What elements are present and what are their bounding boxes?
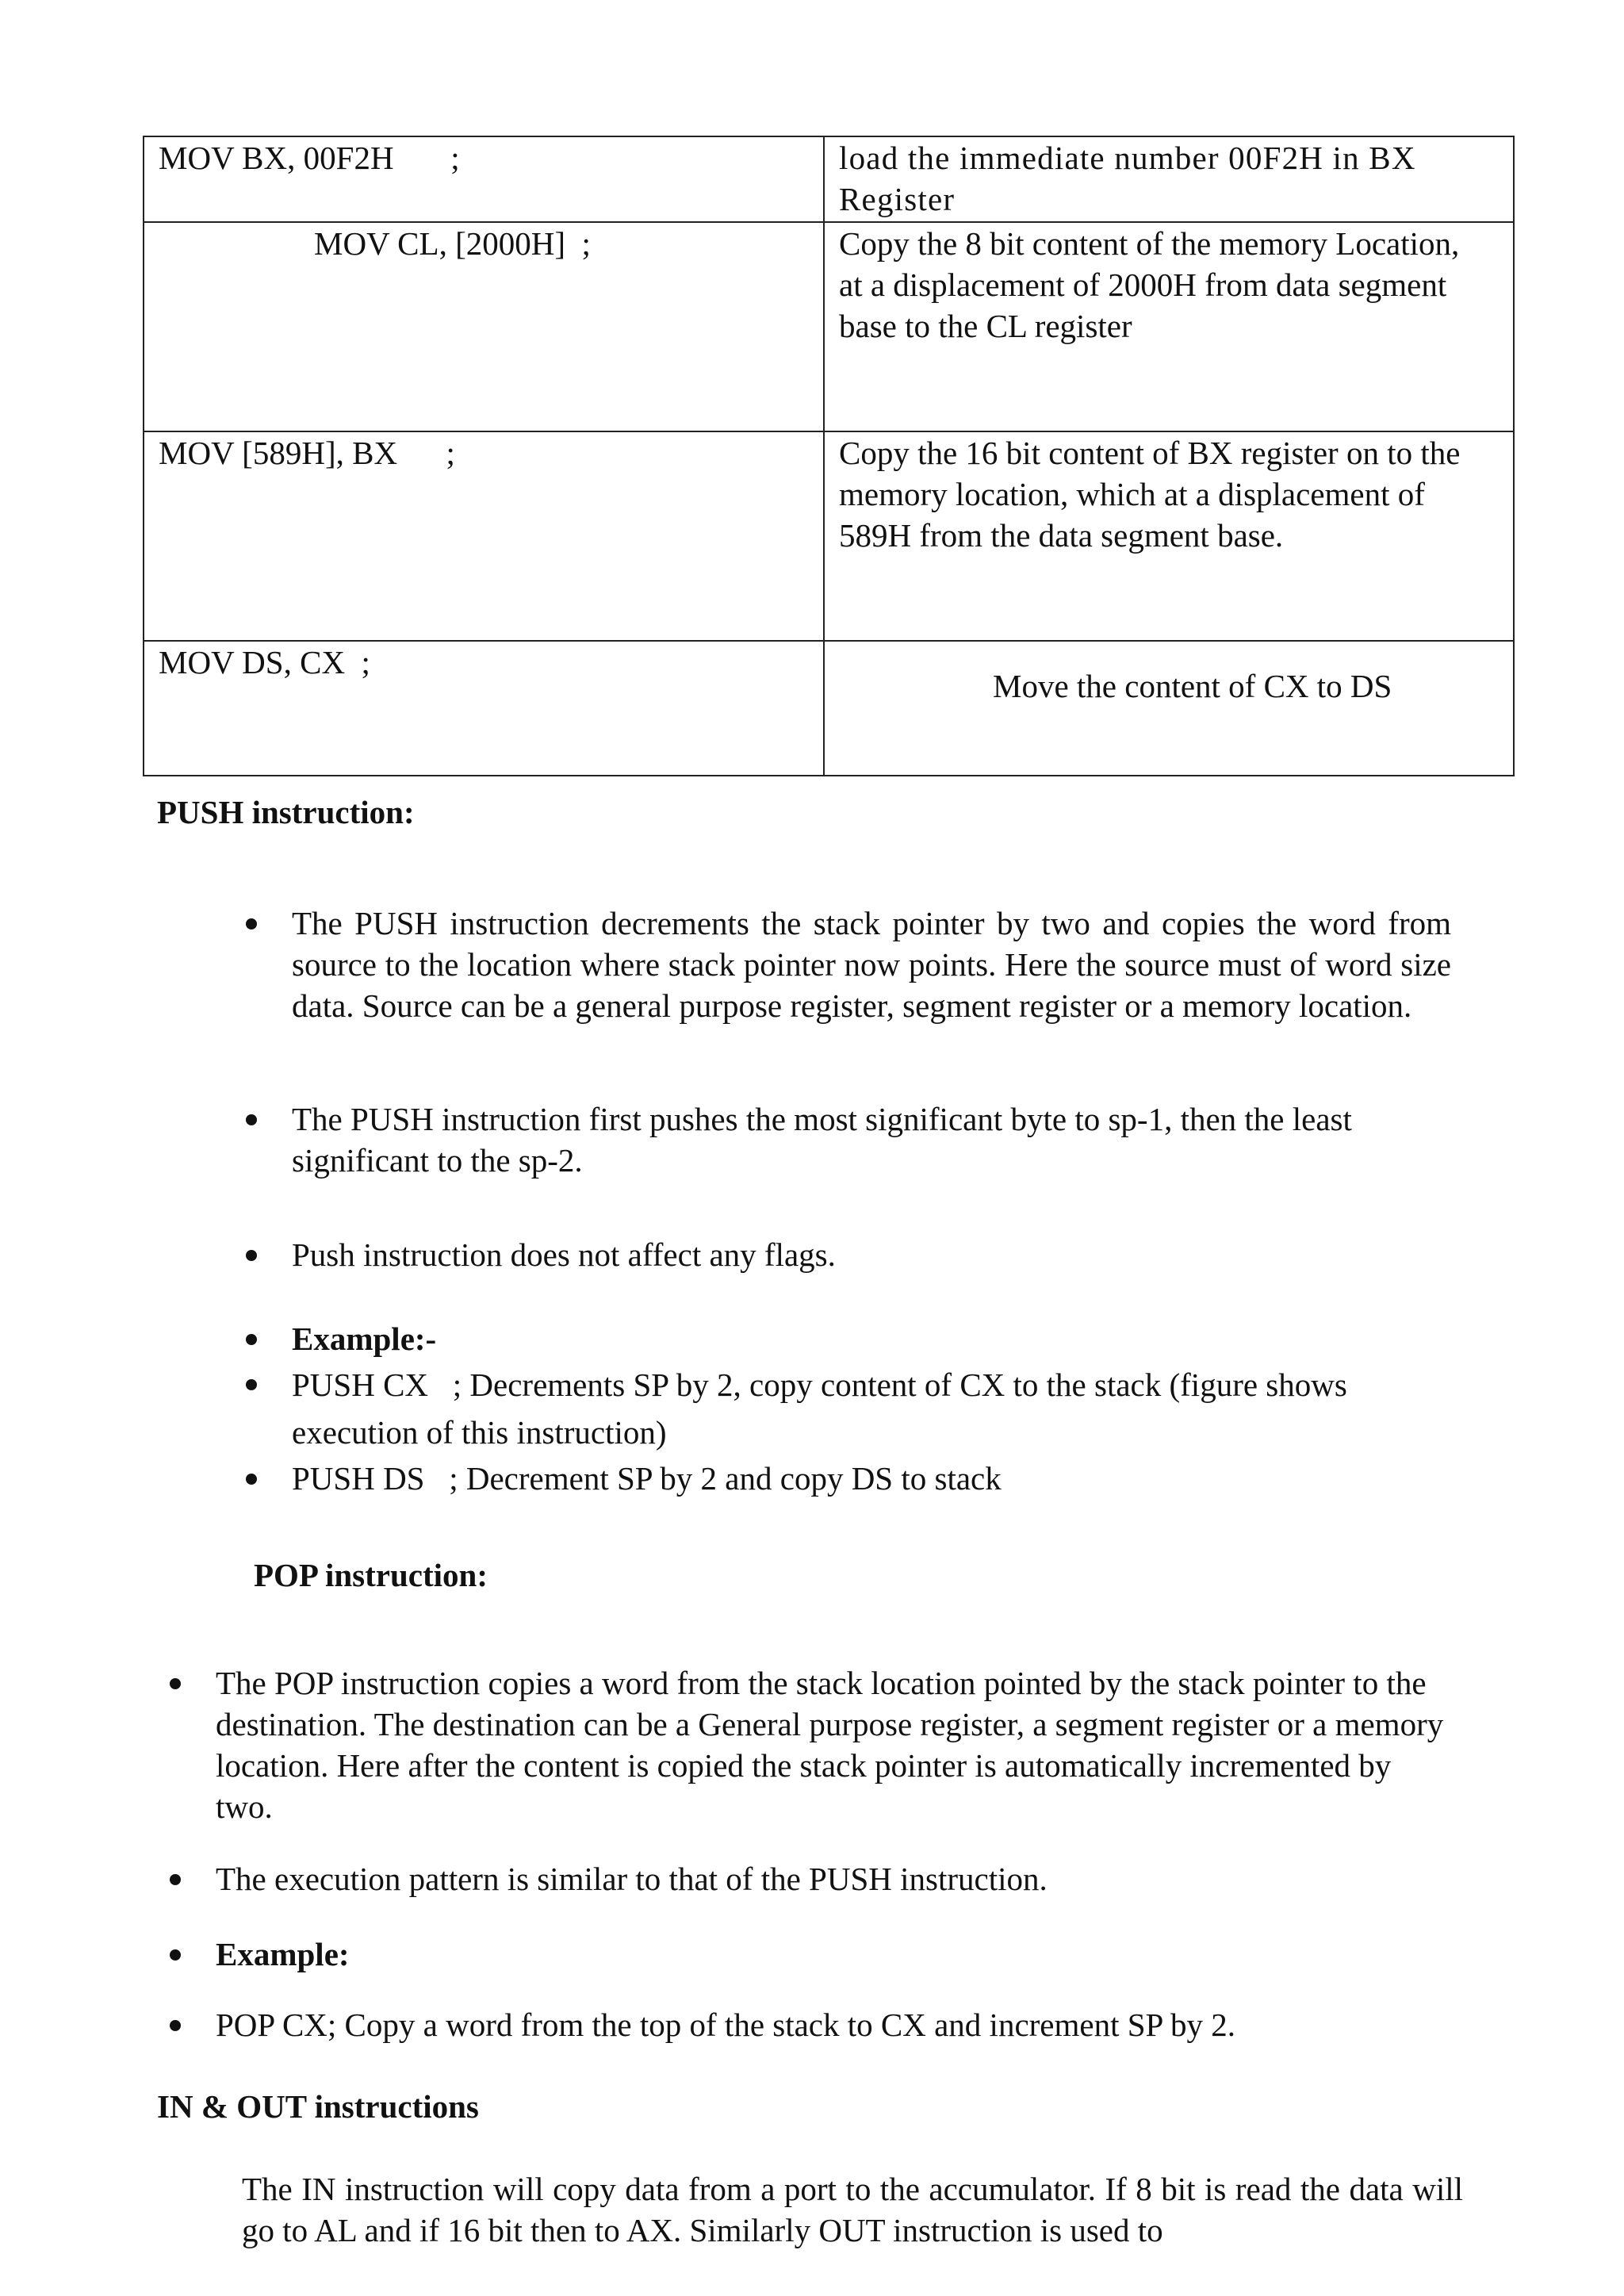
table-row xyxy=(144,136,1514,222)
list-item-text: Push instruction does not affect any flags. xyxy=(292,1236,836,1273)
list-item xyxy=(170,1662,1451,1827)
instruction-cell: MOV [589H], BX ; xyxy=(144,431,824,641)
bullet-dot xyxy=(170,1874,181,1885)
list-item xyxy=(246,1361,1451,1456)
pop-heading: POP instruction: xyxy=(254,1557,488,1593)
bullet-dot xyxy=(170,2020,181,2031)
push-heading: PUSH instruction: xyxy=(157,794,415,830)
description-cell: Copy the 16 bit content of BX register on to the memory location, which at a displacement of 589H from the data segment base. xyxy=(824,431,1514,641)
description-cell: Copy the 8 bit content of the memory Location, at a displacement of 2000H from data segment base to the CL register xyxy=(824,222,1514,431)
list-item xyxy=(170,2004,1451,2045)
list-item-text: The PUSH instruction decrements the stack pointer by two and copies the word from source to the location where stack pointer now points. Here the source must of word size data. Source can be a general purpose register, segment register or a memory location. xyxy=(292,905,1451,1024)
list-item xyxy=(246,1098,1451,1181)
bullet-dot xyxy=(246,1250,257,1261)
list-item-text: Example: xyxy=(216,1936,350,1972)
list-item xyxy=(246,1318,1451,1359)
list-item-text: PUSH DS ; Decrement SP by 2 and copy DS to stack xyxy=(292,1460,1002,1497)
inout-paragraph: The IN instruction will copy data from a port to the accumulator. If 8 bit is read the data will go to AL and if 16 bit then to AX. Similarly OUT instruction is used to xyxy=(242,2171,1463,2248)
description-cell: load the immediate number 00F2H in BX Register xyxy=(824,136,1514,222)
list-item-text: The execution pattern is similar to that of the PUSH instruction. xyxy=(216,1861,1048,1897)
table-row xyxy=(144,222,1514,431)
list-item-text: The POP instruction copies a word from the stack location pointed by the stack pointer to the destination. The destination can be a General purpose register, a segment register or a memory location. Here after the content is copied the stack pointer is automatically incremented by two. xyxy=(216,1665,1444,1825)
list-item xyxy=(246,903,1451,1026)
list-item-text: The PUSH instruction first pushes the most significant byte to sp-1, then the least significant to the sp-2. xyxy=(292,1101,1352,1179)
bullet-dot xyxy=(246,1334,257,1345)
list-item xyxy=(170,1858,1451,1899)
bullet-dot xyxy=(170,1678,181,1689)
list-item-text: POP CX; Copy a word from the top of the stack to CX and increment SP by 2. xyxy=(216,2007,1236,2043)
instruction-cell: MOV BX, 00F2H ; xyxy=(144,136,824,222)
list-item-text: PUSH CX ; Decrements SP by 2, copy content of CX to the stack (figure shows execution of this instruction) xyxy=(292,1366,1356,1451)
mov-examples-table xyxy=(143,136,1515,776)
list-item xyxy=(170,1934,1451,1975)
bullet-dot xyxy=(246,1114,257,1125)
inout-heading: IN & OUT instructions xyxy=(157,2088,479,2125)
bullet-dot xyxy=(246,1379,257,1390)
instruction-cell: MOV DS, CX ; xyxy=(144,641,824,776)
list-item-text: Example:- xyxy=(292,1320,437,1357)
list-item xyxy=(246,1234,1451,1275)
bullet-dot xyxy=(246,918,257,930)
bullet-dot xyxy=(246,1474,257,1485)
table-row xyxy=(144,431,1514,641)
description-cell: Move the content of CX to DS xyxy=(824,641,1514,776)
instruction-cell: MOV CL, [2000H] ; xyxy=(144,222,824,431)
table-row xyxy=(144,641,1514,776)
bullet-dot xyxy=(170,1949,181,1961)
list-item xyxy=(246,1458,1451,1499)
